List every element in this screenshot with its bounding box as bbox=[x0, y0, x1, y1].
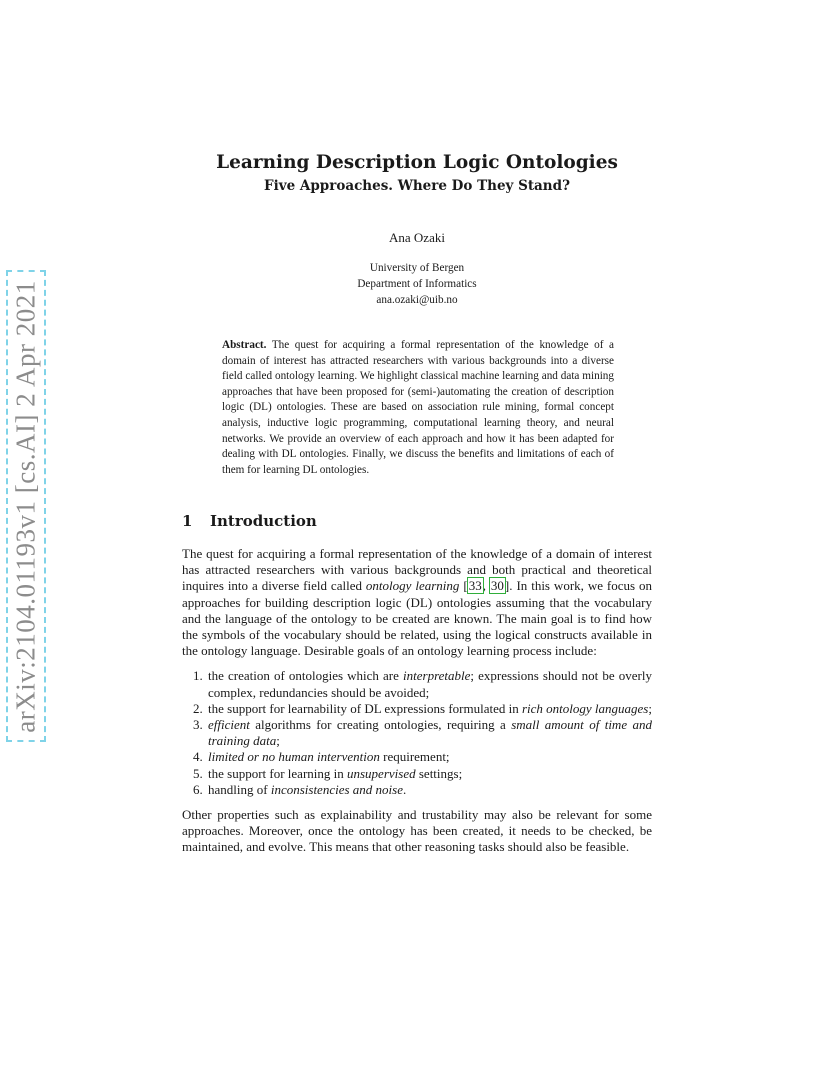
arxiv-id: arXiv:2104.01193v1 [cs.AI] 2 Apr 2021 bbox=[10, 279, 41, 733]
section-title: Introduction bbox=[210, 512, 317, 530]
text: . In this work, we focus on approaches for building description logic (DL) ontologies assuming that the vocabulary and the language of the ontology to be created are known. The main goal is to find how the symbols of the vocabulary should be related, using the logical constructs available in the ontology language. Desirable goals of an ontology learning process include: bbox=[182, 578, 653, 659]
list-item: 4. limited or no human intervention requirement; bbox=[206, 749, 652, 765]
arxiv-stamp[interactable] bbox=[6, 270, 46, 742]
department: Department of Informatics bbox=[357, 278, 477, 290]
abstract-text: The quest for acquiring a formal representation of the knowledge of a domain of interest has attracted researchers with various backgrounds into a diverse field called ontology learning. We highlight classical machine learning and data mining approaches that have been proposed for (semi-)automating the creation of description logic (DL) ontologies. These are based on association rule mining, formal concept analysis, inductive logic programming, computational learning theory, and neural networks. We provide an overview of each approach and how it has been adapted for dealing with DL ontologies. Finally, we discuss the benefits and limitations of each of them for learning DL ontologies. bbox=[222, 339, 614, 476]
abstract bbox=[222, 338, 614, 478]
author-email: ana.ozaki@uib.no bbox=[376, 294, 458, 306]
paper-page bbox=[182, 150, 653, 855]
intro-paragraph-1 bbox=[182, 546, 652, 659]
paper-title: Learning Description Logic Ontologies bbox=[216, 152, 618, 173]
emphasis: ontology learning bbox=[365, 578, 460, 594]
section-heading bbox=[182, 512, 317, 530]
list-item: 6. handling of inconsistencies and noise. bbox=[206, 782, 652, 798]
goals-list bbox=[182, 668, 652, 798]
citation-link[interactable]: 30 bbox=[490, 578, 504, 594]
list-item: 1. the creation of ontologies which are interpretable; expressions should not be overly complex, redundancies should be avoided; bbox=[206, 668, 652, 700]
list-item: 5. the support for learning in unsupervised settings; bbox=[206, 766, 652, 782]
abstract-label: Abstract. bbox=[222, 339, 267, 351]
citation[interactable]: [33, 30] bbox=[463, 578, 510, 594]
list-item: 3. efficient algorithms for creating ontologies, requiring a small amount of time and training data; bbox=[206, 717, 652, 749]
university: University of Bergen bbox=[369, 262, 465, 274]
section-number: 1 bbox=[182, 512, 193, 530]
intro-body bbox=[182, 546, 652, 856]
text: The quest for acquiring a formal representation of the knowledge of a domain of interest has attracted researchers with various backgrounds and both practical and theoretical inquires into a diverse field called bbox=[182, 546, 652, 594]
author-name: Ana Ozaki bbox=[389, 230, 445, 245]
citation-link[interactable]: 33 bbox=[468, 578, 482, 594]
paper-subtitle: Five Approaches. Where Do They Stand? bbox=[264, 178, 570, 194]
affiliation bbox=[182, 260, 652, 308]
list-item: 2. the support for learnability of DL expressions formulated in rich ontology languages; bbox=[206, 701, 652, 717]
intro-paragraph-2: Other properties such as explainability and trustability may also be relevant for some approaches. Moreover, once the ontology has been created, it needs to be checked, be maintained, and evolve. This means that other reasoning tasks should also be feasible. bbox=[182, 807, 652, 855]
